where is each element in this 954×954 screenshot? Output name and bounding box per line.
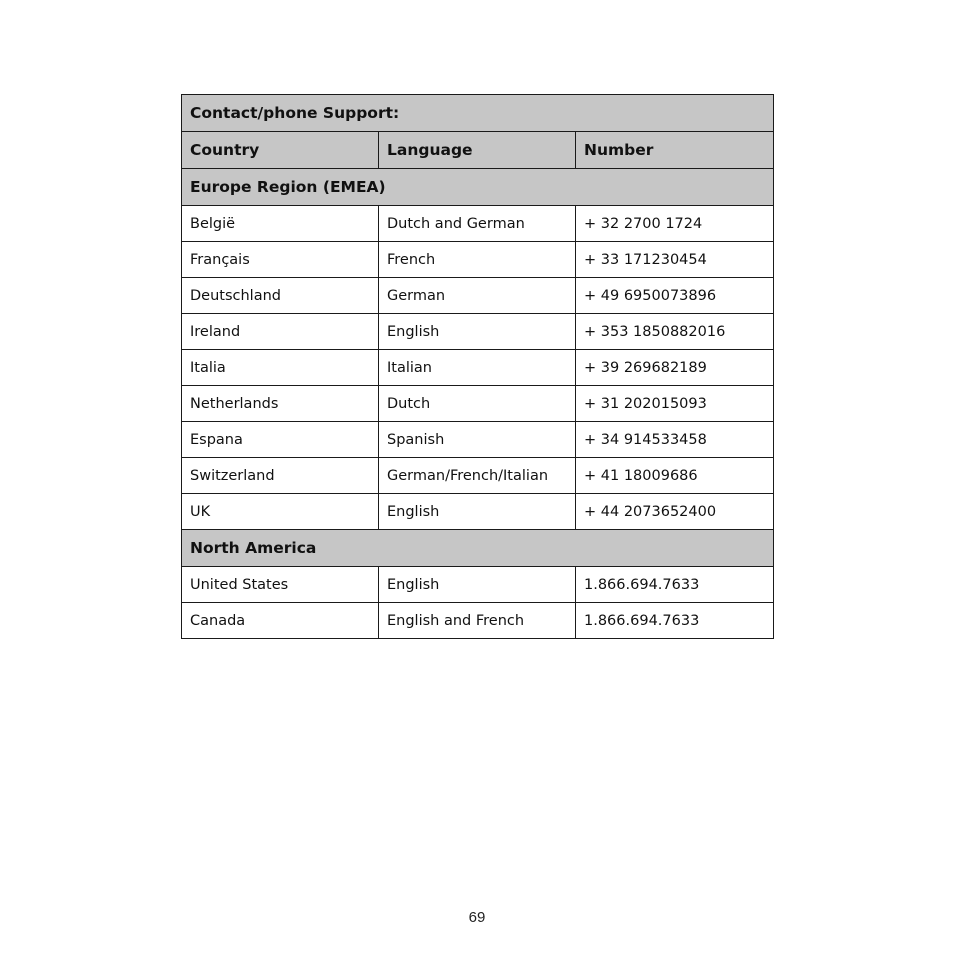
table-row — [182, 603, 774, 639]
country-cell: Ireland — [182, 314, 379, 350]
phone-number-cell: 1.866.694.7633 — [576, 567, 774, 603]
table-row — [182, 350, 774, 386]
phone-number-cell: + 31 202015093 — [576, 386, 774, 422]
phone-number-cell: 1.866.694.7633 — [576, 603, 774, 639]
phone-number-cell: + 41 18009686 — [576, 458, 774, 494]
country-cell: Espana — [182, 422, 379, 458]
region-name: Europe Region (EMEA) — [182, 169, 774, 206]
country-cell: Italia — [182, 350, 379, 386]
language-cell: German — [379, 278, 576, 314]
table-row — [182, 242, 774, 278]
language-cell: German/French/Italian — [379, 458, 576, 494]
phone-number-cell: + 44 2073652400 — [576, 494, 774, 530]
language-cell: English — [379, 314, 576, 350]
language-cell: English — [379, 567, 576, 603]
phone-number-cell: + 34 914533458 — [576, 422, 774, 458]
country-cell: Français — [182, 242, 379, 278]
table-title-row — [182, 95, 774, 132]
region-name: North America — [182, 530, 774, 567]
language-cell: English — [379, 494, 576, 530]
language-cell: French — [379, 242, 576, 278]
column-header-row — [182, 132, 774, 169]
country-cell: United States — [182, 567, 379, 603]
column-header-country: Country — [182, 132, 379, 169]
country-cell: UK — [182, 494, 379, 530]
table-row — [182, 458, 774, 494]
language-cell: Italian — [379, 350, 576, 386]
phone-number-cell: + 49 6950073896 — [576, 278, 774, 314]
phone-number-cell: + 353 1850882016 — [576, 314, 774, 350]
country-cell: België — [182, 206, 379, 242]
table-row — [182, 422, 774, 458]
table-row — [182, 206, 774, 242]
country-cell: Netherlands — [182, 386, 379, 422]
table-title: Contact/phone Support: — [182, 95, 774, 132]
region-header-row — [182, 530, 774, 567]
table-row — [182, 386, 774, 422]
table-row — [182, 314, 774, 350]
language-cell: Spanish — [379, 422, 576, 458]
column-header-language: Language — [379, 132, 576, 169]
language-cell: Dutch — [379, 386, 576, 422]
phone-number-cell: + 39 269682189 — [576, 350, 774, 386]
column-header-number: Number — [576, 132, 774, 169]
language-cell: English and French — [379, 603, 576, 639]
table-row — [182, 494, 774, 530]
country-cell: Deutschland — [182, 278, 379, 314]
page-number: 69 — [468, 909, 486, 926]
contact-support-table — [181, 94, 774, 639]
region-header-row — [182, 169, 774, 206]
phone-number-cell: + 33 171230454 — [576, 242, 774, 278]
table-row — [182, 278, 774, 314]
table-row — [182, 567, 774, 603]
country-cell: Switzerland — [182, 458, 379, 494]
language-cell: Dutch and German — [379, 206, 576, 242]
phone-number-cell: + 32 2700 1724 — [576, 206, 774, 242]
country-cell: Canada — [182, 603, 379, 639]
